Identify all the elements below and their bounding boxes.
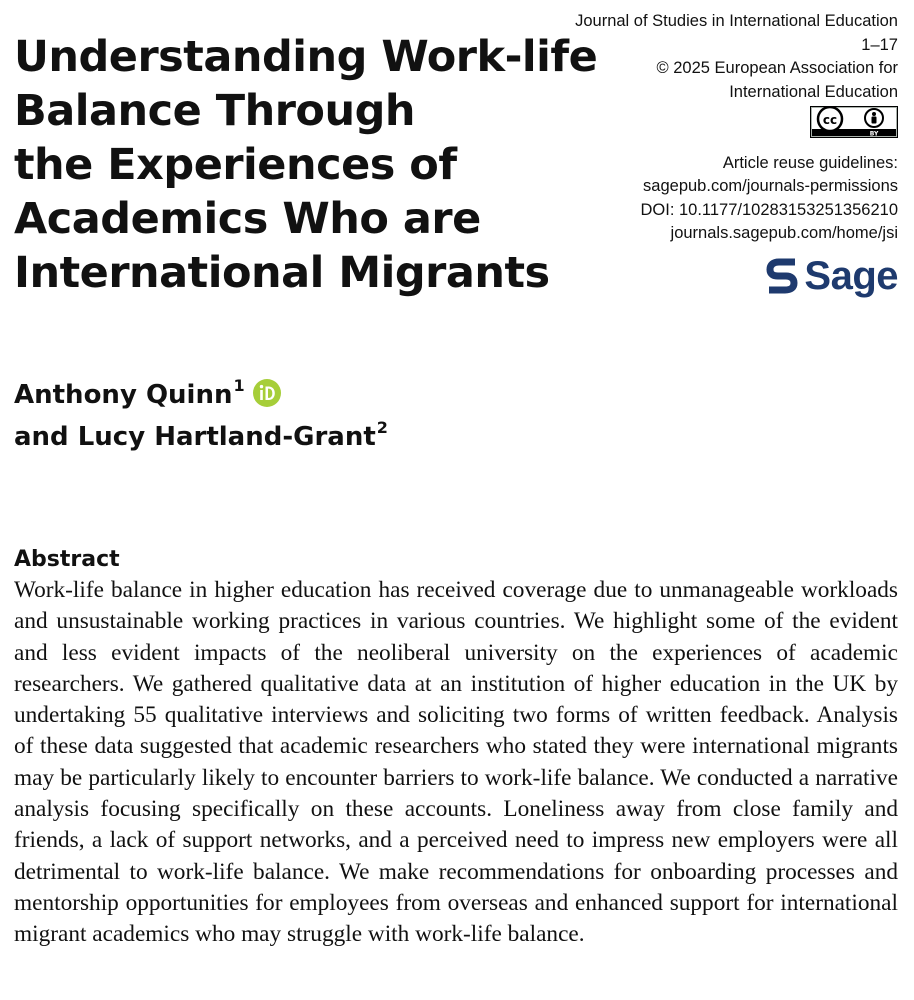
abstract-heading: Abstract	[14, 547, 120, 572]
author-line	[14, 418, 388, 456]
article-title	[14, 30, 598, 300]
reuse-label: Article reuse guidelines:	[722, 153, 898, 172]
publisher-name: Sage	[804, 253, 898, 298]
abstract-text: Work-life balance in higher education has received coverage due to unmanageable workloads and unsustainable working practices in various countries. We highlight some of the evident and less evident impacts of the neoliberal university on the experiences of academic researchers. We gathered qualitative data at an institution of higher education in the UK by undertaking 55 qualitative interviews and soliciting two forms of written feedback. Analysis of these data suggested that academic researchers who stated they were international migrants may be particularly likely to encounter barriers to work-life balance. We conducted a narrative analysis focusing specifically on these accounts. Loneliness away from close family and friends, a lack of support networks, and a perceived need to impress new employers were all detrimental to work-life balance. We make recommendations for onboarding processes and mentorship opportunities for employees from overseas and enhanced support for international migrant academics who may struggle with work-life balance.	[14, 577, 898, 948]
author-line	[14, 376, 388, 418]
journal-name: Journal of Studies in International Education	[575, 12, 898, 30]
journal-homepage-link[interactable]: journals.sagepub.com/home/jsi	[670, 224, 898, 242]
svg-text:cc: cc	[822, 113, 838, 127]
title-line: Understanding Work-life	[14, 32, 598, 82]
copyright-line: © 2025 European Association for	[656, 59, 898, 77]
affiliation-marker: 2	[376, 418, 388, 437]
author-list	[14, 376, 388, 456]
author-name: and Lucy Hartland-Grant	[14, 422, 376, 452]
cc-by-icon[interactable]	[810, 106, 898, 138]
author-name: Anthony Quinn	[14, 380, 233, 410]
reuse-link[interactable]: sagepub.com/journals-permissions	[643, 177, 898, 195]
orcid-icon[interactable]	[253, 379, 281, 418]
doi[interactable]: DOI: 10.1177/10283153251356210	[640, 200, 898, 219]
title-line: the Experiences of	[14, 140, 457, 190]
sage-s-icon	[766, 256, 798, 296]
title-line: International Migrants	[14, 248, 550, 298]
journal-metadata	[518, 10, 898, 303]
affiliation-marker: 1	[233, 376, 245, 395]
publisher-logo[interactable]	[766, 254, 898, 298]
title-line: Academics Who are	[14, 194, 481, 244]
page-range: 1–17	[861, 35, 898, 54]
copyright-line: International Education	[729, 82, 898, 101]
title-line: Balance Through	[14, 86, 415, 136]
svg-text:BY: BY	[869, 130, 879, 138]
